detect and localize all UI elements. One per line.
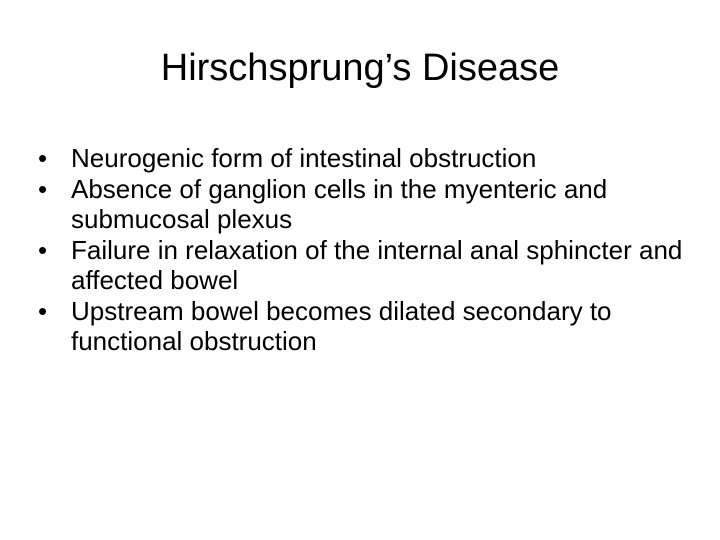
bullet-item xyxy=(36,296,696,357)
bullet-item xyxy=(36,143,696,174)
bullet-dot: • xyxy=(38,234,48,265)
bullet-dot: • xyxy=(38,143,48,173)
bullet-text: Failure in relaxation of the internal anal sphincter and affected bowel xyxy=(71,234,683,295)
bullet-item xyxy=(36,235,696,296)
bullet-dot: • xyxy=(38,173,48,204)
bullet-list xyxy=(36,143,696,357)
bullet-dot: • xyxy=(38,295,48,326)
slide-title: Hirschsprung’s Disease xyxy=(160,47,560,89)
bullet-text: Absence of ganglion cells in the myenteric and submucosal plexus xyxy=(71,173,608,234)
bullet-text: Upstream bowel becomes dilated secondary to functional obstruction xyxy=(71,295,612,356)
bullet-text: Neurogenic form of intestinal obstruction xyxy=(71,143,537,173)
bullet-item xyxy=(36,174,696,235)
